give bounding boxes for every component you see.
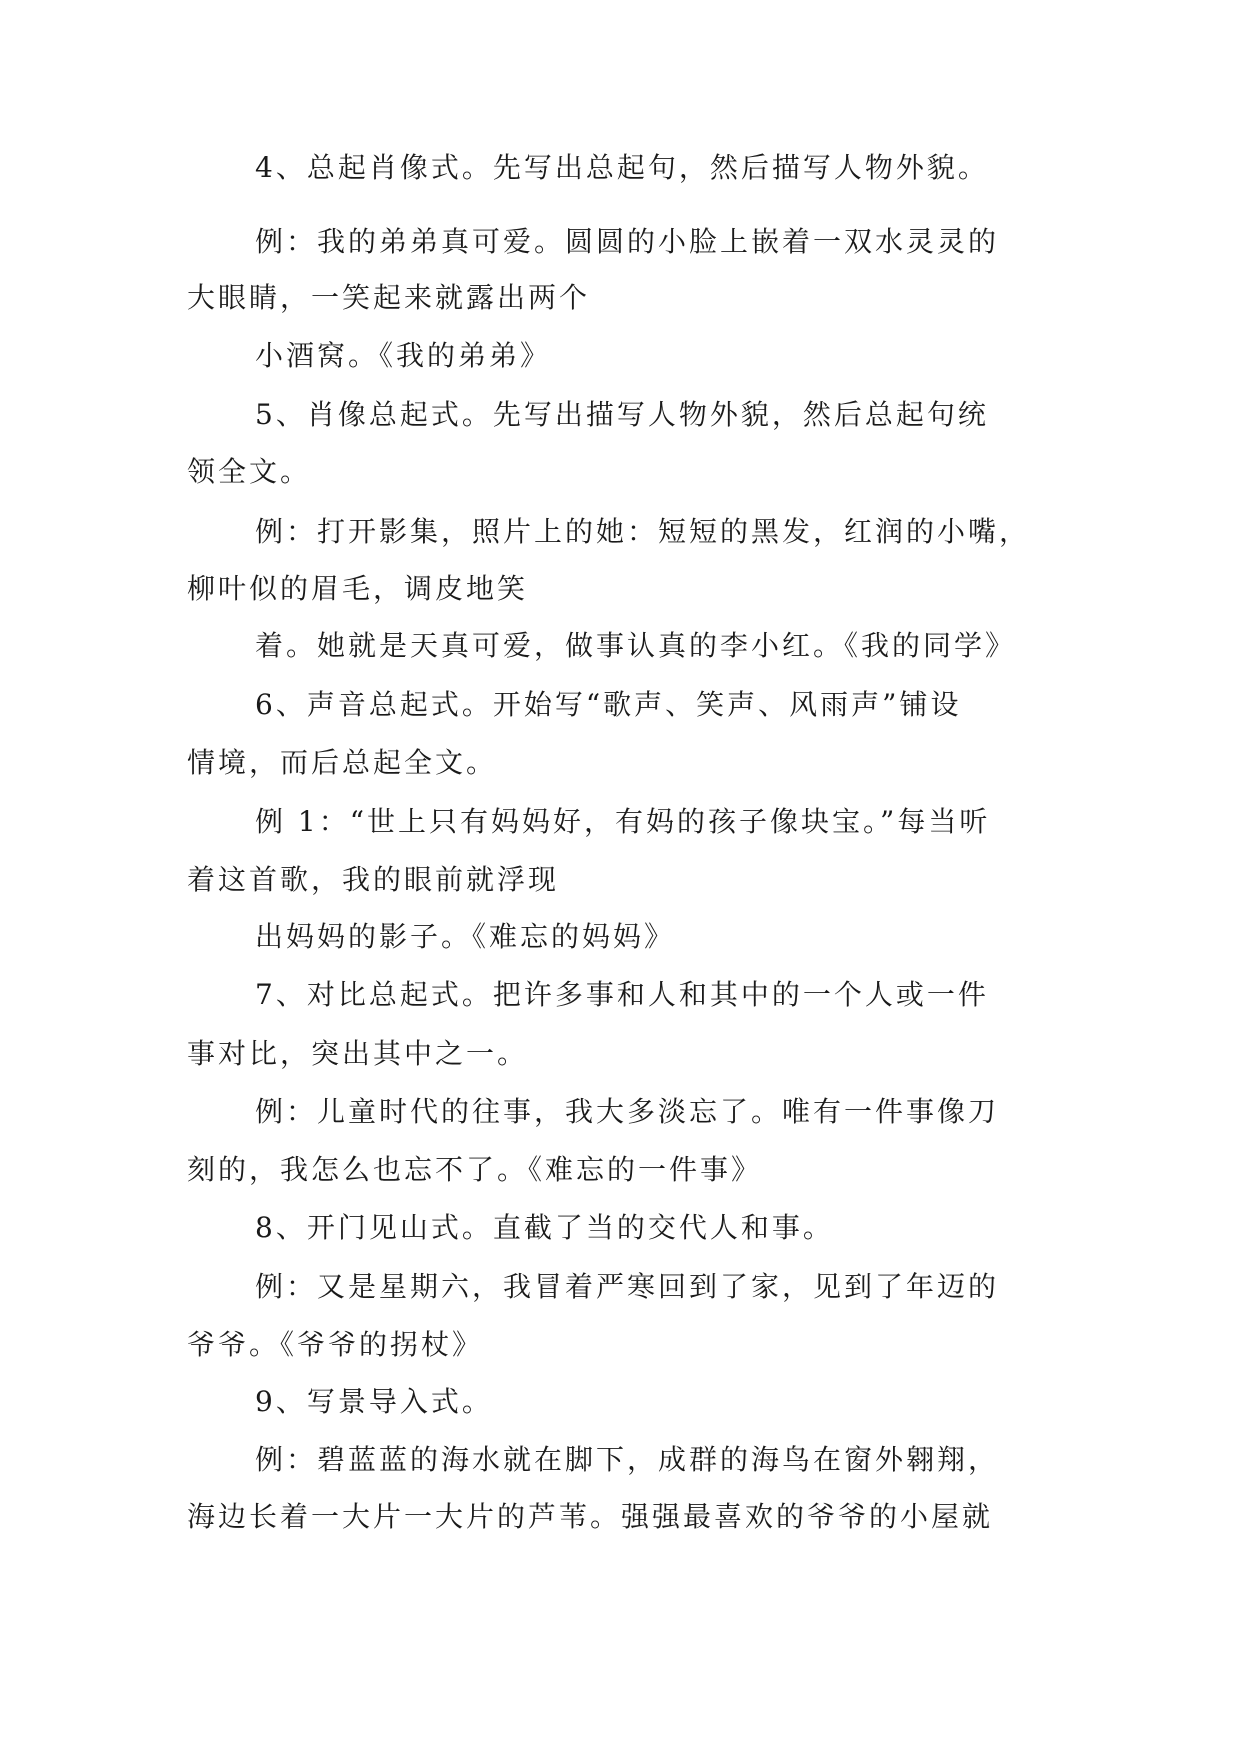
paragraph-line: 情境，而后总起全文。: [187, 746, 498, 779]
paragraph-line: 海边长着一大片一大片的芦苇。强强最喜欢的爷爷的小屋就: [187, 1500, 994, 1533]
paragraph-line: 9、写景导入式。: [255, 1385, 493, 1418]
paragraph-line: 7、对比总起式。把许多事和人和其中的一个人或一件: [255, 978, 989, 1011]
paragraph-line: 4、总起肖像式。先写出总起句，然后描写人物外貌。: [255, 151, 989, 184]
paragraph-line: 8、开门见山式。直截了当的交代人和事。: [255, 1211, 834, 1244]
paragraph-line: 例：又是星期六，我冒着严寒回到了家，见到了年迈的: [255, 1270, 1000, 1303]
paragraph-line: 着这首歌，我的眼前就浮现: [187, 863, 560, 896]
paragraph-line: 例 1：“世上只有妈妈好，有妈的孩子像块宝。”每当听: [255, 805, 991, 838]
paragraph-line: 6、声音总起式。开始写“歌声、笑声、风雨声”铺设: [255, 688, 962, 721]
paragraph-line: 例：打开影集，照片上的她：短短的黑发，红润的小嘴，: [255, 515, 1031, 548]
paragraph-line: 出妈妈的影子。《难忘的妈妈》: [255, 920, 676, 953]
paragraph-line: 事对比，突出其中之一。: [187, 1037, 529, 1070]
paragraph-line: 5、肖像总起式。先写出描写人物外貌，然后总起句统: [255, 398, 989, 431]
paragraph-line: 例：碧蓝蓝的海水就在脚下，成群的海鸟在窗外翱翔，: [255, 1443, 1000, 1476]
paragraph-line: 着。她就是天真可爱，做事认真的李小红。《我的同学》: [255, 629, 1017, 662]
paragraph-line: 例：我的弟弟真可爱。圆圆的小脸上嵌着一双水灵灵的: [255, 225, 1000, 258]
paragraph-line: 领全文。: [187, 455, 312, 488]
paragraph-line: 柳叶似的眉毛，调皮地笑: [187, 572, 529, 605]
paragraph-line: 爷爷。《爷爷的拐杖》: [187, 1328, 484, 1361]
paragraph-line: 刻的，我怎么也忘不了。《难忘的一件事》: [187, 1153, 763, 1186]
paragraph-line: 大眼睛，一笑起来就露出两个: [187, 281, 591, 314]
paragraph-line: 小酒窝。《我的弟弟》: [255, 339, 552, 372]
paragraph-line: 例：儿童时代的往事，我大多淡忘了。唯有一件事像刀: [255, 1095, 1000, 1128]
